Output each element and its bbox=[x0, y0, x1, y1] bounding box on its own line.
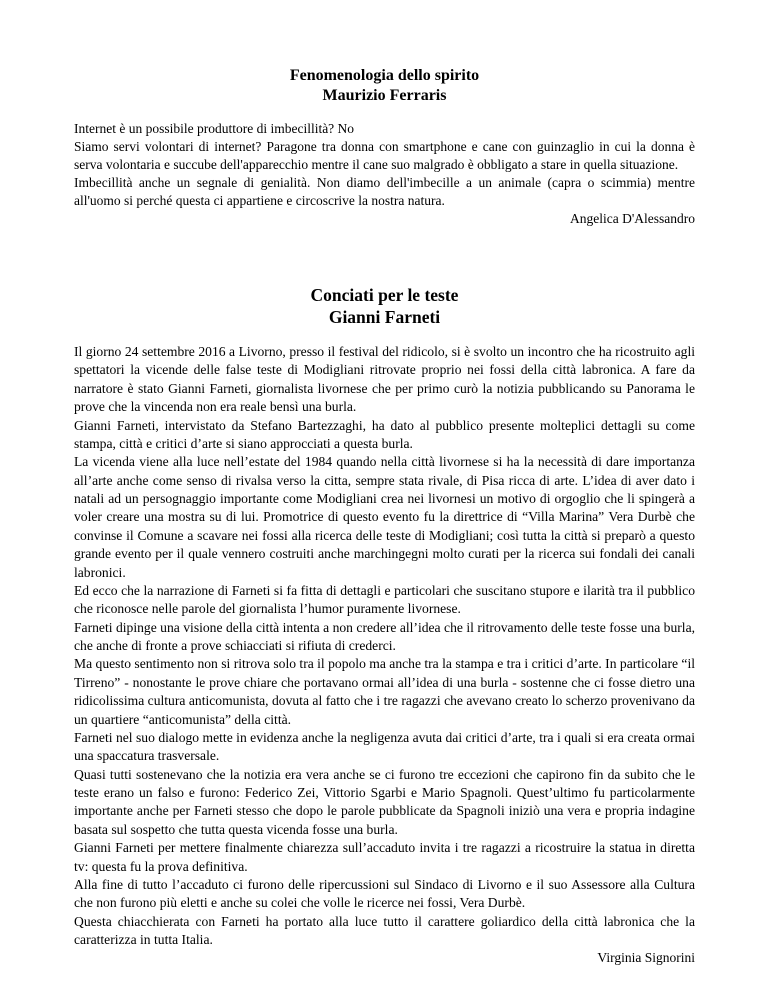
paragraph: Questa chiacchierata con Farneti ha portato alla luce tutto il carattere goliardico della città labronica che la caratterizza in tutta Italia. bbox=[74, 913, 695, 947]
paragraph: Gianni Farneti, intervistato da Stefano Bartezzaghi, ha dato al pubblico presente molteplici dettagli su come stampa, città e critici d’arte si siano approcciati a questa burla. bbox=[74, 417, 695, 451]
article-conciati bbox=[74, 284, 695, 967]
article-title: Conciati per le teste bbox=[310, 285, 459, 305]
paragraph: Farneti dipinge una visione della città intenta a non credere all’idea che il ritrovamento delle teste fosse una burla, che anche di fronte a prove schiacciati si rifiuta di crederci. bbox=[74, 619, 695, 653]
paragraph: Il giorno 24 settembre 2016 a Livorno, presso il festival del ridicolo, si è svolto un incontro che ha ricostruito agli spettatori la vicende delle false teste di Modigliani ritrovate proprio nei fossi della città labronica. A fare da narratore è stato Gianni Farneti, giornalista livornese che per primo curò la notizia pubblicando su Panorama le prove che la vincenda non era reale bensì una burla. bbox=[74, 344, 695, 415]
article-subtitle: Maurizio Ferraris bbox=[322, 87, 447, 104]
paragraph: Imbecillità anche un segnale di genialità. Non diamo dell'imbecille a un animale (capra o scimmia) mentre all'uomo si perché questa ci appartiene e circoscrive la nostra natura. bbox=[74, 175, 695, 209]
article-author: Virginia Signorini bbox=[597, 950, 695, 966]
paragraph: La vicenda viene alla luce nell’estate del 1984 quando nella città livornese si ha la necessità di dare importanza all’arte anche come senso di rivalsa verso la citta, sempre stata rivale, di Pisa ricca di arte. L’idea di aver dato i natali ad un persognaggio importante come Modigliani crea nei livornesi un motivo di orgoglio che li spingerà a voler creare una mostra su di lui. Promotrice di questo evento fu la direttrice di “Villa Marina” Vera Durbè che convinse il Comune a scavare nei fossi alla ricerca delle teste di Modigliani; così tutta la città si preparò a questo grande evento per il quale vennero costruiti anche marchingegni molto curati per la ricerca sui fondali dei canali labronici. bbox=[74, 454, 695, 580]
article-author: Angelica D'Alessandro bbox=[569, 211, 695, 227]
article-title: Fenomenologia dello spirito bbox=[289, 67, 480, 84]
paragraph: Farneti nel suo dialogo mette in evidenza anche la negligenza avuta dai critici d’arte, tra i quali si era creata ormai una spaccatura trasversale. bbox=[74, 729, 695, 764]
article-body bbox=[74, 120, 695, 210]
article-heading bbox=[74, 66, 695, 106]
paragraph: Ed ecco che la narrazione di Farneti si fa fitta di dettagli e particolari che suscitano stupore e ilarità tra il pubblico che riconosce nelle parole del giornalista l’humor puramente livornese. bbox=[74, 582, 695, 617]
article-subtitle: Gianni Farneti bbox=[328, 307, 441, 327]
paragraph: Ma questo sentimento non si ritrova solo tra il popolo ma anche tra la stampa e tra i critici d’arte. In particolare “il Tirreno” - nonostante le prove chiare che portavano ormai all’idea di una burla - sostenne che ci fosse dietro una ridicolissima cultura anticomunista, dovuta al fatto che i tre ragazzi che avevano creato lo scherzo provenivano da un quartiere “anticomunista” della città. bbox=[74, 656, 695, 727]
paragraph: Quasi tutti sostenevano che la notizia era vera anche se ci furono tre eccezioni che capirono fin da subito che le teste erano un falso e furono: Federico Zei, Vittorio Sgarbi e Mario Spagnoli. Quest’ultimo fu particolarmente importante anche per Farneti stesso che dopo le parole pubblicate da Spagnoli iniziò una vera e propria indagine basata sul sospetto che tutta questa vicenda fosse una burla. bbox=[74, 766, 695, 837]
paragraph: Internet è un possibile produttore di imbecillità? No bbox=[74, 121, 355, 136]
article-heading bbox=[74, 284, 695, 328]
paragraph: Alla fine di tutto l’accaduto ci furono delle ripercussioni sul Sindaco di Livorno e il suo Assessore alla Cultura che non furono più eletti e anche su colei che volle le ricerce nei fossi, Vera Durbè. bbox=[74, 876, 695, 911]
article-fenomenologia bbox=[74, 66, 695, 228]
paragraph: Siamo servi volontari di internet? Paragone tra donna con smartphone e cane con guinzaglio in cui la donna è serva volontaria e succube dell'apparecchio mentre il cane suo malgrado è obbligato a stare in quella situazione. bbox=[74, 139, 695, 173]
article-body bbox=[74, 343, 695, 949]
paragraph: Gianni Farneti per mettere finalmente chiarezza sull’accaduto invita i tre ragazzi a ricostruire la statua in diretta tv: questa fu la prova definitiva. bbox=[74, 840, 695, 874]
